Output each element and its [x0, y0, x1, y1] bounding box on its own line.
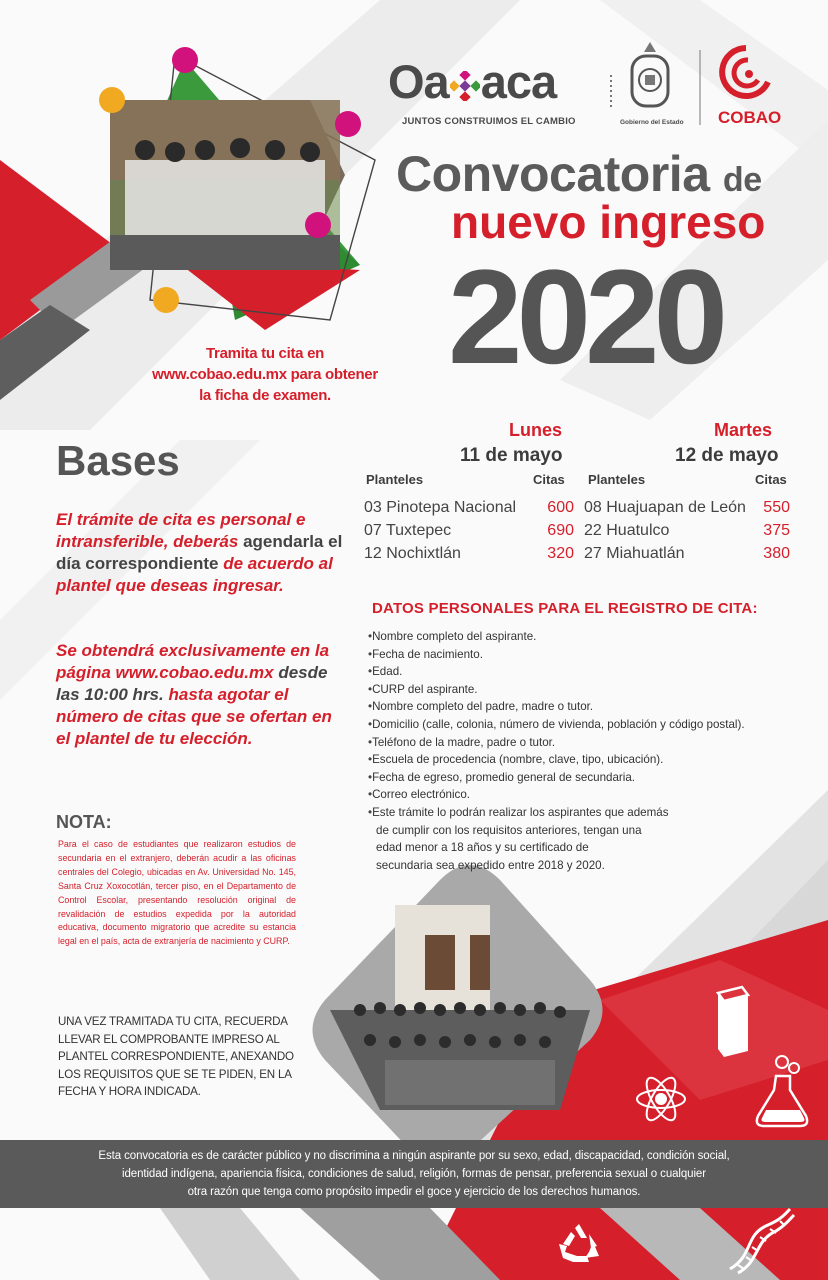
book-icon: [712, 985, 752, 1060]
bases-p2-a: Se obtendrá exclusivamente en la página www.cobao.edu.mx: [56, 641, 330, 682]
list-item-cont: edad menor a 18 años y su certificado de: [376, 841, 589, 855]
government-label: Gobierno del Estado: [620, 119, 684, 126]
bases-paragraph-2: [56, 640, 346, 750]
bases-heading: Bases: [56, 437, 180, 484]
plantel-name: 12 Nochixtlán: [364, 545, 461, 562]
citas-header: Citas: [533, 472, 565, 487]
atom-icon: [634, 1072, 688, 1126]
list-item: •Fecha de egreso, promedio general de secundaria.: [368, 770, 636, 784]
list-item-cont: secundaria sea expedido entre 2018 y 2020.: [376, 858, 605, 872]
bases-p1-b: agendarla el día correspondiente: [56, 532, 343, 573]
bases-p2-c: hasta agotar el número de citas que se ofertan en el plantel de tu elección.: [56, 685, 332, 748]
list-item: •Teléfono de la madre, padre o tutor.: [368, 735, 556, 749]
day-label-martes: Martes: [714, 420, 773, 440]
tramita-line-3: la ficha de examen.: [199, 387, 331, 404]
citas-count: 690: [547, 522, 574, 539]
cobao-logo-icon: [718, 42, 774, 106]
table-row: [364, 496, 574, 519]
bases-p1-a: El trámite de cita es personal e intransferible, deberás: [56, 510, 306, 551]
date-label-martes: 12 de mayo: [675, 445, 779, 466]
tramita-text: [140, 343, 390, 406]
list-item-cont: de cumplir con los requisitos anteriores, tengan una: [376, 823, 642, 837]
list-item: •Nombre completo del padre, madre o tutor.: [368, 700, 594, 714]
flask-icon: [752, 1052, 812, 1132]
table-row: [584, 542, 790, 565]
schedule-table-lunes: [364, 496, 574, 565]
table-row: [364, 519, 574, 542]
plantel-name: 03 Pinotepa Nacional: [364, 499, 517, 516]
students-photo-top: [110, 100, 345, 270]
table-row: [584, 519, 790, 542]
datos-list: [368, 628, 798, 874]
cobao-label: COBAO: [718, 108, 782, 127]
brand-tagline: JUNTOS CONSTRUIMOS EL CAMBIO: [402, 116, 576, 127]
plantel-name: 08 Huajuapan de León: [584, 499, 746, 516]
list-item: •Escuela de procedencia (nombre, clave, tipo, ubicación).: [368, 753, 664, 767]
footer-text: [30, 1147, 798, 1201]
bases-p2-b: desde las 10:00 hrs.: [56, 663, 328, 704]
oaxaca-logo: Oa aca: [388, 55, 557, 108]
table-row: [364, 542, 574, 565]
footer-line-3: otra razón que tenga como propósito impedir el goce y ejercicio de los derechos humanos.: [187, 1186, 641, 1198]
plantel-name: 22 Huatulco: [584, 522, 670, 539]
plantel-header: Planteles: [366, 472, 424, 487]
table-row: [584, 496, 790, 519]
date-label-lunes: 11 de mayo: [460, 445, 563, 466]
plantel-name: 07 Tuxtepec: [364, 522, 452, 539]
day-label-lunes: Lunes: [509, 420, 563, 440]
government-seal-icon: [626, 40, 674, 116]
list-item: •Correo electrónico.: [368, 788, 471, 802]
schedule-table-martes: [584, 496, 790, 565]
reminder-text: UNA VEZ TRAMITADA TU CITA, RECUERDA LLEVAR EL COMPROBANTE IMPRESO AL PLANTEL CORRESPONDIENTE, ANEXANDO LOS REQUISITOS QUE SE TE PIDEN, EN LA FECHA Y HORA INDICADA.: [58, 1015, 294, 1098]
plantel-name: 27 Miahuatlán: [584, 545, 685, 562]
recycle-icon: [553, 1218, 605, 1270]
title-year: 2020: [448, 243, 723, 392]
list-item: •Nombre completo del aspirante.: [368, 630, 537, 643]
list-item: •CURP del aspirante.: [368, 682, 478, 696]
tramita-line-1: Tramita tu cita en: [206, 345, 324, 362]
footer-line-2: identidad indígena, apariencia física, condiciones de salud, religión, formas de pensar, preferencia sexual o cualquier: [122, 1168, 706, 1180]
bases-p1-c: de acuerdo al plantel que deseas ingresar.: [56, 554, 333, 595]
title-line-1: Convocatoria de: [396, 146, 762, 202]
oaxaca-x-mark: [450, 61, 480, 91]
datos-title: DATOS PERSONALES PARA EL REGISTRO DE CITA:: [372, 600, 758, 617]
nota-heading: NOTA:: [56, 812, 112, 832]
title-line-2: nuevo ingreso: [451, 196, 766, 248]
citas-count: 600: [547, 499, 574, 516]
nota-text: Para el caso de estudiantes que realizaron estudios de secundaria en el extranjero, deberán acudir a las oficinas centrales del Colegio, ubicadas en Av. Universidad No. 145, Santa Cruz Xoxocotlán, tercer piso, en el Departamento de Control Escolar, presentando resolución original de revalidación de estudios expedida por la autoridad educativa, documento migratorio que acredite su estancia legal en el país, acta de extranjería de nacimiento y CURP.: [58, 839, 296, 947]
citas-count: 320: [547, 545, 574, 562]
list-item: •Domicilio (calle, colonia, número de vivienda, población y código postal).: [368, 717, 745, 731]
citas-count: 550: [763, 499, 790, 516]
citas-count: 375: [763, 522, 790, 539]
list-item: •Este trámite lo podrán realizar los aspirantes que además: [368, 805, 669, 819]
citas-header: Citas: [755, 472, 787, 487]
title-de: de: [722, 161, 762, 199]
citas-count: 380: [763, 545, 790, 562]
bases-paragraph-1: [56, 509, 346, 597]
plantel-header: Planteles: [588, 472, 646, 487]
list-item: •Edad.: [368, 665, 403, 679]
footer-line-1: Esta convocatoria es de carácter público y no discrimina a ningún aspirante por su sexo, edad, discapacidad, condición social,: [98, 1150, 730, 1162]
list-item: •Fecha de nacimiento.: [368, 647, 483, 661]
dna-icon: [724, 1205, 796, 1275]
tramita-line-2: www.cobao.edu.mx para obtener: [152, 366, 378, 383]
